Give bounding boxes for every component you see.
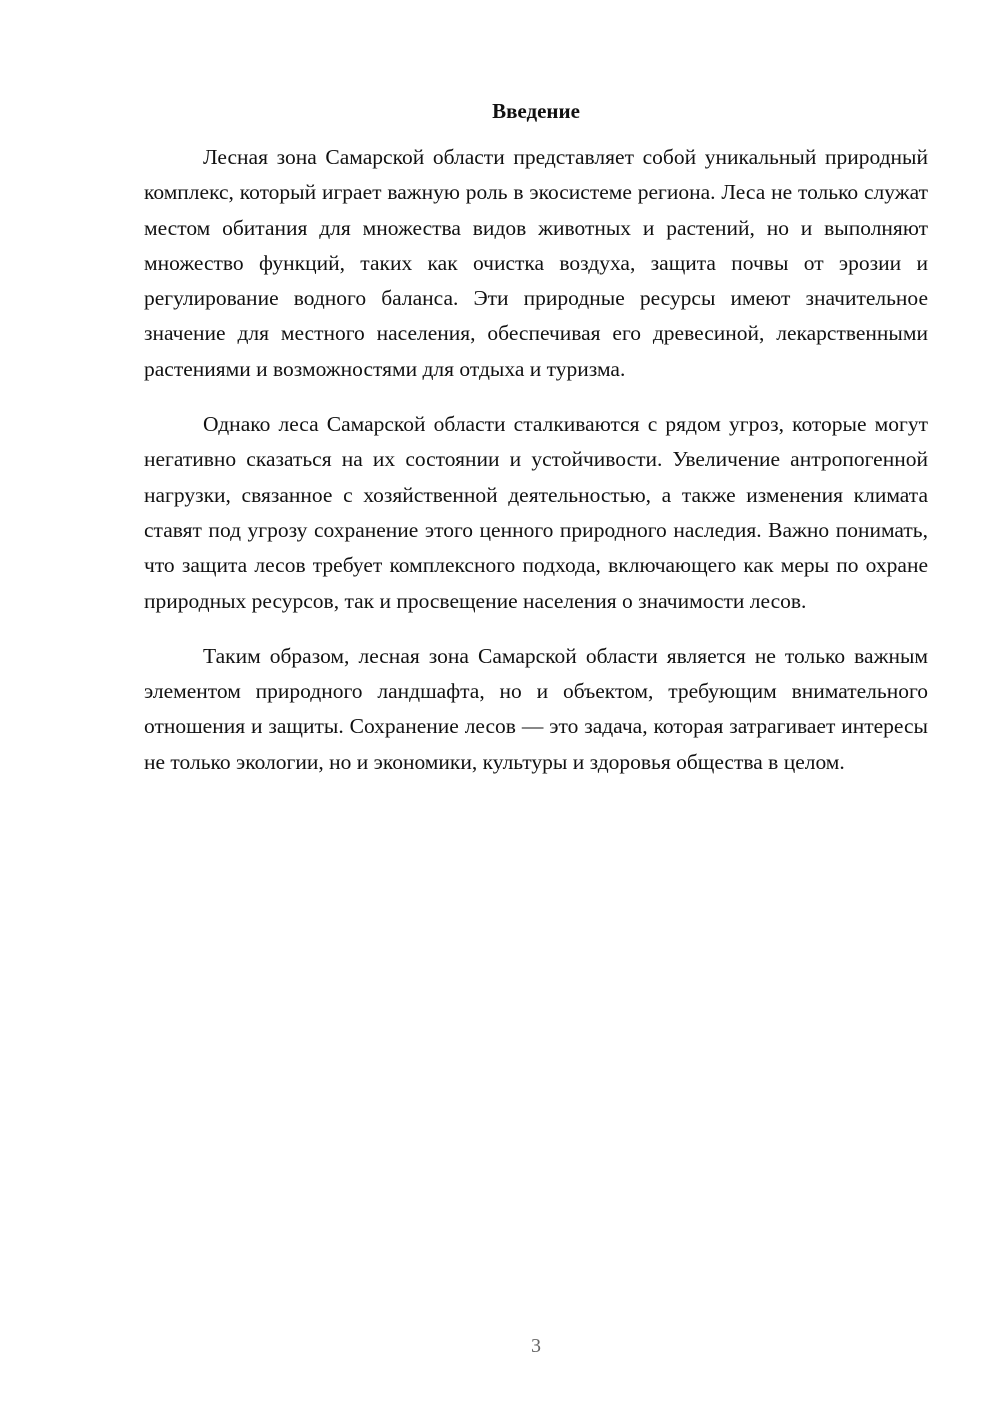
- section-title: Введение: [492, 99, 580, 123]
- paragraph-1: Лесная зона Самарской области представляет собой уникальный природный комплекс, который играет важную роль в экосистеме региона. Леса не только служат местом обитания для множества видов животных и растений, но и выполняют множество функций, таких как очистка воздуха, защита почвы от эрозии и регулирование водного баланса. Эти природные ресурсы имеют значительное значение для местного населения, обеспечивая его древесиной, лекарственными растениями и возможностями для отдыха и туризма.: [144, 145, 928, 381]
- paragraph-3: Таким образом, лесная зона Самарской области является не только важным элементом природного ландшафта, но и объектом, требующим внимательного отношения и защиты. Сохранение лесов — это задача, которая затрагивает интересы не только экологии, но и экономики, культуры и здоровья общества в целом.: [144, 643, 928, 774]
- page-content: [144, 96, 928, 800]
- page-number: 3: [531, 1335, 541, 1357]
- paragraph-2: Однако леса Самарской области сталкиваются с рядом угроз, которые могут негативно сказаться на их состоянии и устойчивости. Увеличение антропогенной нагрузки, связанное с хозяйственной деятельностью, а также изменения климата ставят под угрозу сохранение этого ценного природного наследия. Важно понимать, что защита лесов требует комплексного подхода, включающего как меры по охране природных ресурсов, так и просвещение населения о значимости лесов.: [144, 412, 928, 613]
